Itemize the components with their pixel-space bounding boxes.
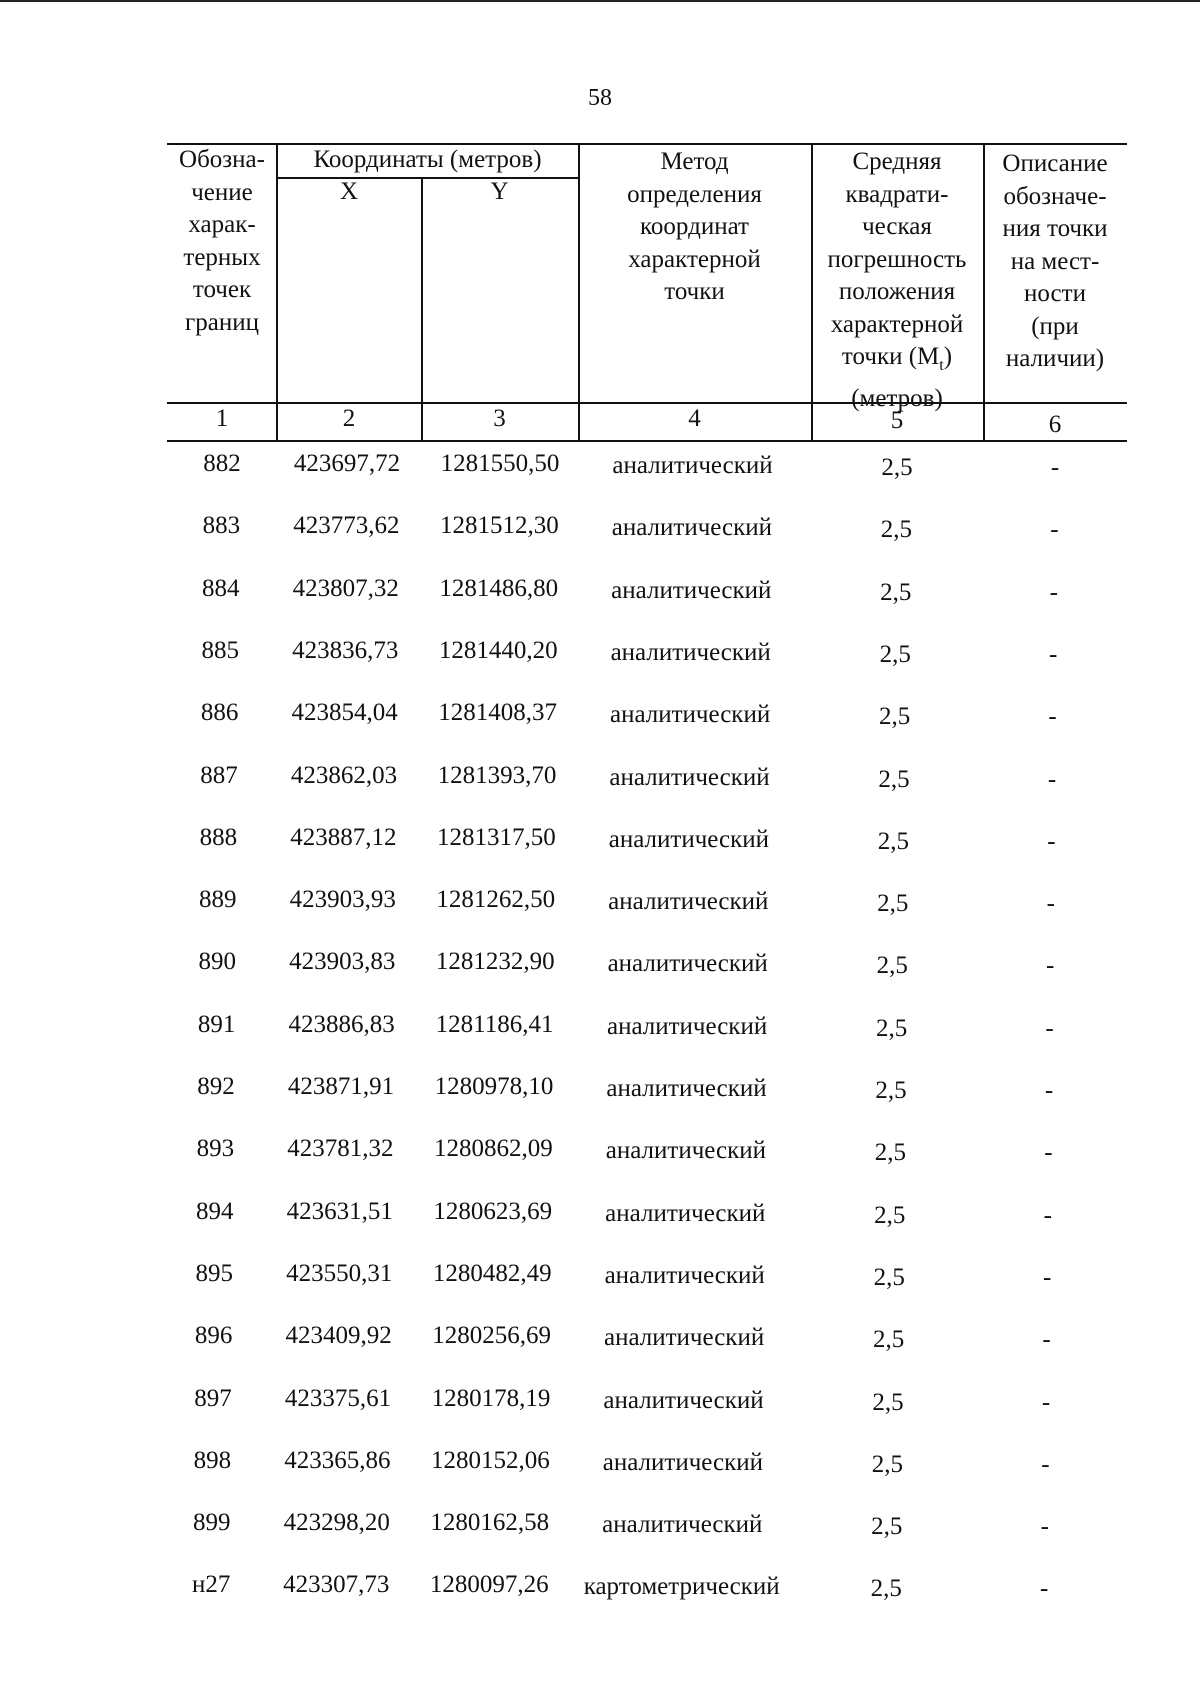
cell-x: 423409,92 — [285, 1322, 392, 1350]
cell-x: 423854,04 — [291, 699, 398, 727]
cell-point: 896 — [194, 1322, 233, 1350]
cell-method: аналитический — [602, 1511, 763, 1539]
cell-point: н27 — [191, 1571, 231, 1599]
column-number-bottom-rule — [167, 440, 1127, 442]
table-row — [0, 450, 1200, 490]
header-designation: Обозна- чение харак- терных точек границ — [179, 146, 265, 336]
cell-description: - — [1047, 765, 1057, 793]
cell-x: 423836,73 — [292, 636, 399, 664]
header-x: X — [339, 178, 359, 205]
table-row — [0, 824, 1200, 864]
cell-error: 2,5 — [871, 1450, 904, 1478]
cell-y: 1281393,70 — [437, 761, 557, 789]
table-row — [0, 1322, 1200, 1362]
cell-x: 423298,20 — [283, 1509, 390, 1537]
header-y: Y — [490, 178, 509, 205]
cell-error: 2,5 — [875, 1077, 907, 1104]
cell-x: 423631,51 — [286, 1197, 393, 1225]
cell-y: 1280256,69 — [432, 1322, 551, 1350]
cell-point: 889 — [199, 886, 237, 914]
column-number-1: 1 — [215, 405, 229, 432]
cell-error: 2,5 — [873, 1263, 905, 1291]
cell-x: 423550,31 — [286, 1259, 393, 1287]
cell-y: 1280152,06 — [431, 1446, 550, 1474]
table-row — [0, 886, 1200, 926]
cell-y: 1281440,20 — [438, 636, 558, 664]
cell-error: 2,5 — [880, 578, 912, 606]
cell-description: - — [1041, 1388, 1051, 1416]
cell-description: - — [1043, 1263, 1052, 1291]
cell-y: 1281512,30 — [440, 512, 559, 540]
cell-method: аналитический — [608, 888, 769, 916]
cell-description: - — [1046, 890, 1055, 918]
header-error — [811, 146, 983, 415]
table-row — [0, 1509, 1200, 1549]
page-number: 58 — [588, 85, 612, 111]
cell-error: 2,5 — [878, 703, 911, 731]
cell-description: - — [1049, 578, 1058, 606]
cell-x: 423903,83 — [289, 948, 396, 976]
table-row — [0, 1011, 1200, 1051]
cell-y: 1281486,80 — [439, 574, 559, 602]
cell-point: 899 — [193, 1509, 231, 1537]
table-row — [0, 1447, 1200, 1487]
cell-y: 1281550,50 — [440, 450, 560, 477]
cell-method: аналитический — [603, 1386, 764, 1414]
cell-point: 890 — [198, 948, 236, 976]
cell-description: - — [1040, 1575, 1049, 1603]
cell-description: - — [1050, 516, 1059, 544]
cell-method: аналитический — [610, 638, 771, 666]
cell-description: - — [1049, 640, 1058, 668]
cell-method: аналитический — [609, 763, 770, 791]
cell-x: 423773,62 — [293, 512, 400, 540]
cell-point: 883 — [202, 512, 241, 540]
header-error-subscript: t — [939, 357, 944, 374]
cell-x: 423375,61 — [284, 1384, 392, 1412]
table-row — [0, 575, 1200, 615]
column-number-2: 2 — [342, 405, 356, 432]
cell-point: 895 — [195, 1259, 233, 1287]
column-number-4: 4 — [688, 405, 701, 432]
cell-point: 886 — [200, 699, 239, 727]
cell-y: 1280178,19 — [431, 1384, 551, 1412]
cell-x: 423871,91 — [287, 1073, 395, 1100]
cell-y: 1281317,50 — [437, 823, 556, 851]
cell-error: 2,5 — [870, 1575, 902, 1603]
cell-description: - — [1044, 1139, 1053, 1167]
cell-method: аналитический — [602, 1448, 764, 1476]
cell-y: 1280162,58 — [430, 1509, 550, 1537]
cell-error: 2,5 — [871, 1513, 903, 1541]
cell-method: аналитический — [612, 452, 773, 479]
column-number-3: 3 — [493, 405, 506, 432]
cell-error: 2,5 — [877, 827, 910, 855]
cell-x: 423307,73 — [283, 1571, 390, 1599]
table-row — [0, 699, 1200, 739]
cell-point: 893 — [196, 1135, 235, 1163]
table-row — [0, 948, 1200, 988]
cell-method: аналитический — [609, 701, 771, 729]
cell-x: 423807,32 — [292, 574, 399, 602]
cell-error: 2,5 — [880, 516, 913, 544]
table-row — [0, 1260, 1200, 1300]
cell-error: 2,5 — [879, 640, 911, 668]
header-description: Описание обозначе- ния точки на мест- ности (при наличии) — [1002, 150, 1108, 372]
cell-y: 1281232,90 — [435, 948, 555, 976]
cell-y: 1280623,69 — [433, 1197, 553, 1225]
cell-description: - — [1042, 1326, 1051, 1354]
cell-description: - — [1044, 1077, 1054, 1104]
cell-point: 891 — [197, 1010, 236, 1038]
cell-error: 2,5 — [874, 1201, 906, 1229]
cell-y: 1281408,37 — [438, 699, 557, 727]
cell-method: аналитический — [607, 950, 768, 978]
cell-method: аналитический — [608, 825, 770, 853]
cell-x: 423886,83 — [288, 1010, 395, 1038]
cell-error: 2,5 — [881, 454, 913, 481]
cell-point: 898 — [193, 1446, 232, 1474]
cell-point: 882 — [203, 450, 241, 477]
cell-description: - — [1048, 703, 1057, 731]
cell-error: 2,5 — [874, 1139, 907, 1167]
cell-method: аналитический — [604, 1261, 765, 1289]
cell-description: - — [1043, 1201, 1052, 1229]
cell-point: 888 — [199, 823, 238, 851]
cell-point: 885 — [201, 636, 239, 664]
cell-point: 887 — [200, 761, 238, 789]
cell-method: аналитический — [611, 514, 773, 542]
table-row — [0, 1073, 1200, 1113]
cell-y: 1280862,09 — [434, 1135, 553, 1163]
cell-method: аналитический — [611, 576, 772, 604]
header-method: Метод определения координат характерной точки — [627, 148, 762, 305]
cell-method: аналитический — [606, 1075, 767, 1102]
cell-y: 1281186,41 — [435, 1010, 554, 1038]
cell-x: 423697,72 — [293, 450, 401, 477]
table-row — [0, 762, 1200, 802]
cell-error: 2,5 — [875, 1014, 908, 1042]
cell-description: - — [1050, 454, 1060, 481]
cell-y: 1281262,50 — [436, 886, 556, 914]
cell-x: 423903,93 — [289, 886, 396, 914]
cell-method: аналитический — [606, 1012, 768, 1040]
cell-error: 2,5 — [872, 1388, 904, 1416]
cell-x: 423862,03 — [290, 761, 398, 789]
column-number-6: 6 — [1048, 411, 1062, 438]
cell-x: 423887,12 — [290, 823, 397, 851]
cell-method: аналитический — [603, 1324, 765, 1352]
cell-point: 897 — [194, 1384, 232, 1412]
cell-description: - — [1046, 952, 1055, 980]
table-row — [0, 1385, 1200, 1425]
header-coordinates: Координаты (метров) — [313, 146, 542, 173]
cell-method: аналитический — [605, 1137, 767, 1165]
cell-point: 894 — [196, 1197, 234, 1225]
cell-x: 423365,86 — [284, 1446, 391, 1474]
cell-y: 1280482,49 — [432, 1259, 552, 1287]
header-error-units: ) (метров) — [851, 343, 953, 412]
cell-y: 1280978,10 — [434, 1073, 554, 1100]
column-number-5: 5 — [890, 407, 904, 434]
cell-description: - — [1047, 827, 1056, 855]
cell-error: 2,5 — [872, 1326, 905, 1354]
table-row — [0, 1198, 1200, 1238]
cell-y: 1280097,26 — [429, 1571, 549, 1599]
cell-description: - — [1040, 1513, 1049, 1541]
cell-method: аналитический — [605, 1199, 766, 1227]
cell-method: картометрический — [583, 1573, 780, 1601]
table-row — [0, 1571, 1200, 1611]
header-divider-2 — [421, 177, 423, 440]
cell-x: 423781,32 — [287, 1135, 394, 1163]
table-row — [0, 512, 1200, 552]
page-top-edge — [0, 0, 1200, 2]
cell-point: 892 — [197, 1073, 235, 1100]
cell-description: - — [1041, 1450, 1050, 1478]
cell-error: 2,5 — [878, 765, 910, 793]
table-row — [0, 1135, 1200, 1175]
table-row — [0, 637, 1200, 677]
cell-error: 2,5 — [876, 952, 908, 980]
cell-point: 884 — [202, 574, 240, 602]
cell-description: - — [1045, 1014, 1054, 1042]
cell-error: 2,5 — [877, 890, 909, 918]
header-error-text: Средняя квадрати- ческая погрешность положения характерной точки (M — [827, 148, 967, 370]
